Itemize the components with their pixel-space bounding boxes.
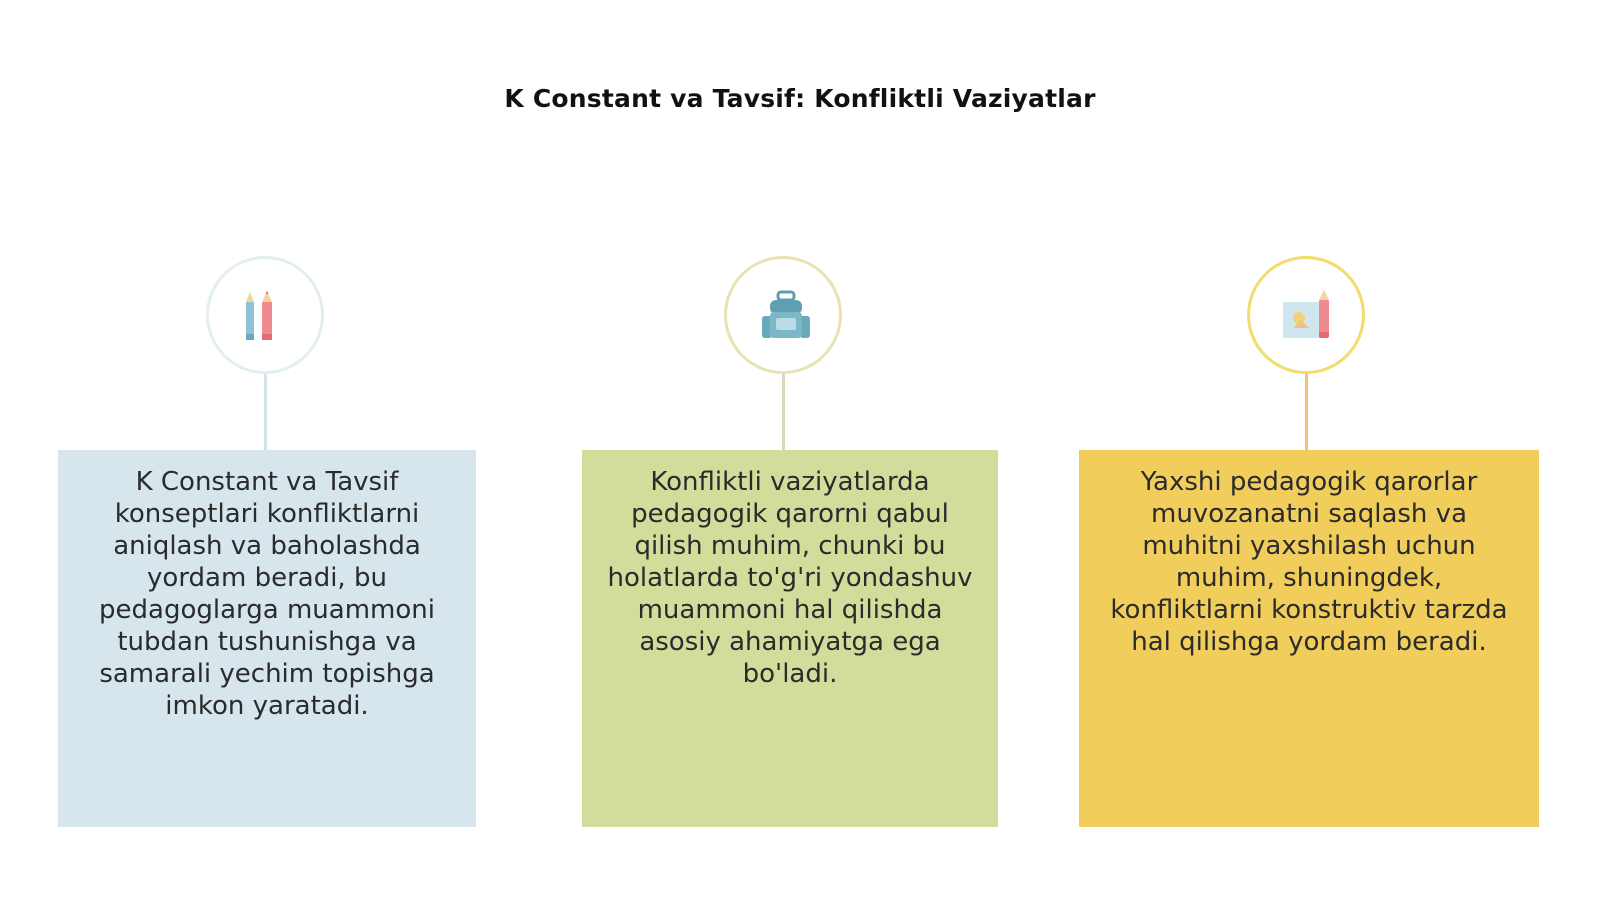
icon-circle-1 <box>206 256 324 374</box>
icon-circle-3 <box>1247 256 1365 374</box>
card-1-text: K Constant va Tavsif konseptlari konfliktlarni aniqlash va baholashda yordam beradi, bu pedagoglarga muammoni tubdan tushunishga va samarali yechim topishga imkon yaratadi. <box>99 467 435 721</box>
connector-line-1 <box>264 374 267 450</box>
connector-line-2 <box>782 374 785 450</box>
card-3-text: Yaxshi pedagogik qarorlar muvozanatni saqlash va muhitni yaxshilash uchun muhim, shuningdek, konfliktlarni konstruktiv tarzda hal qilishga yordam beradi. <box>1110 467 1508 657</box>
backpack-icon <box>756 288 816 348</box>
pencils-icon <box>238 288 298 348</box>
card-2 <box>582 450 998 827</box>
drawing-pencil-icon <box>1279 288 1339 348</box>
card-1 <box>58 450 476 827</box>
page-title: K Constant va Tavsif: Konfliktli Vaziyatlar <box>504 84 1096 113</box>
icon-circle-2 <box>724 256 842 374</box>
connector-line-3 <box>1305 374 1308 450</box>
card-3 <box>1079 450 1539 827</box>
card-2-text: Konfliktli vaziyatlarda pedagogik qarorni qabul qilish muhim, chunki bu holatlarda to'g'ri yondashuv muammoni hal qilishda asosiy ahamiyatga ega bo'ladi. <box>607 467 973 689</box>
